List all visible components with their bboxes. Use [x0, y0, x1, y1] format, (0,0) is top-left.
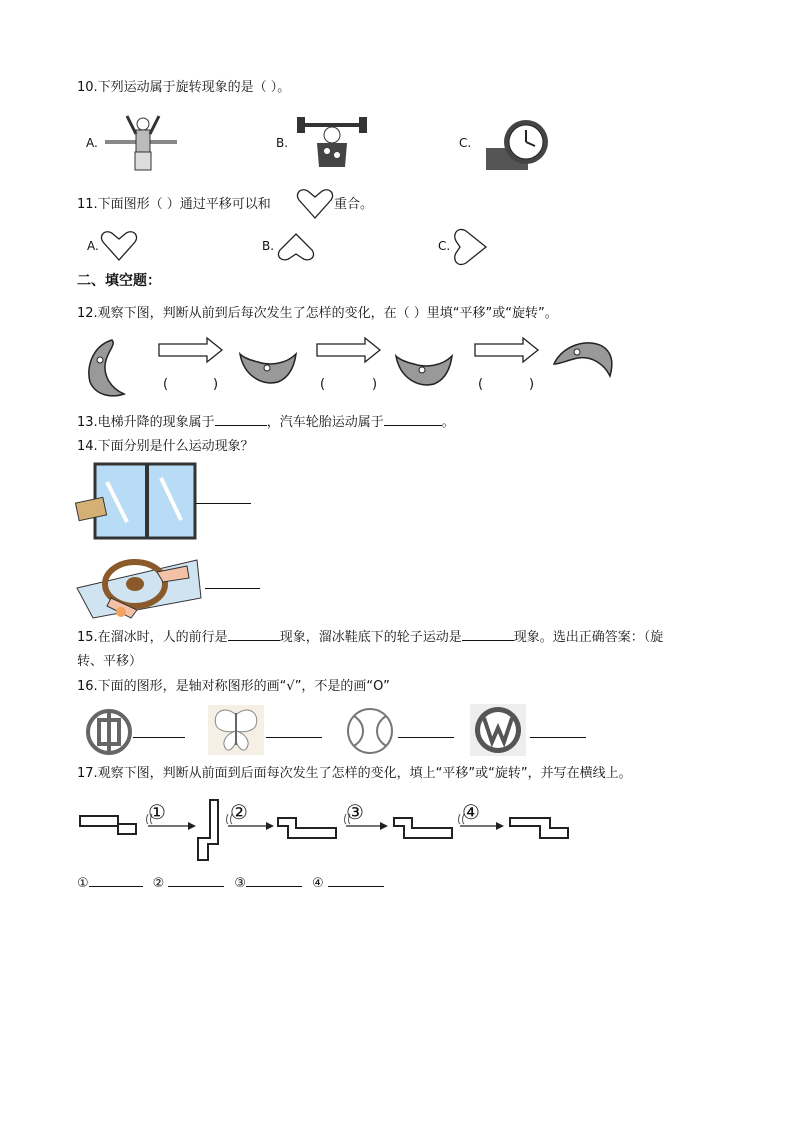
- q11-option-a-heart-icon: [100, 230, 138, 262]
- q17-answer-line: [77, 874, 384, 893]
- q10-image-weightlifter: [297, 115, 367, 170]
- volkswagen-logo-icon: [470, 704, 526, 756]
- q10-option-b-label[interactable]: B.: [276, 136, 289, 150]
- moon-icon: [554, 343, 612, 376]
- moon-icon: [240, 354, 296, 383]
- q16-text: 16.下面的图形，是轴对称图形的画“√”，不是的画“O”: [77, 679, 390, 694]
- q15-blank-1[interactable]: [228, 628, 280, 641]
- q11-option-c-label[interactable]: C.: [438, 239, 451, 253]
- q11-option-b-heart-icon: [276, 232, 316, 262]
- q10-option-a-label[interactable]: A.: [86, 136, 98, 150]
- q13-line: [77, 413, 455, 432]
- q17-answer-blank-4[interactable]: [328, 874, 384, 887]
- q12-paren-close-1: ): [213, 377, 219, 392]
- q17-circled-1: ①: [148, 800, 166, 824]
- q14-image-window: [77, 462, 197, 540]
- q16-blank-4[interactable]: [530, 737, 586, 738]
- q17-answer-blank-3[interactable]: [246, 874, 302, 887]
- arrow-icon: [475, 338, 538, 362]
- tennis-ball-icon: [344, 706, 396, 756]
- step-shape-icon: [278, 818, 336, 838]
- section-title: 二、填空题：: [77, 273, 161, 289]
- q13-blank-2[interactable]: [384, 413, 442, 426]
- q10-option-c-label[interactable]: C.: [459, 136, 472, 150]
- q11-text: 11.下面图形（ ）通过平移可以和: [77, 197, 271, 212]
- arrow-icon: [159, 338, 222, 362]
- q15-blank-2[interactable]: [462, 628, 514, 641]
- q17-answer-label-4: ④: [311, 876, 324, 891]
- q12-paren-close-2: ): [372, 377, 378, 392]
- q17-answer-label-3: ③: [234, 876, 246, 891]
- q10-image-clock: [486, 118, 554, 172]
- q10-image-gymnast: [105, 110, 177, 174]
- q13-text-c: 。: [441, 415, 455, 430]
- q17-answer-label-1: ①: [77, 876, 89, 891]
- q11-text-after: 重合。: [334, 197, 374, 212]
- q12-text: 12.观察下图，判断从前到后每次发生了怎样的变化，在（ ）里填“平移”或“旋转”。: [77, 306, 558, 321]
- step-shape-icon: [394, 818, 452, 838]
- q12-paren-open-2: (: [320, 377, 326, 392]
- q17-answer-label-2: ②: [152, 876, 165, 891]
- step-shape-icon: [80, 816, 136, 834]
- q17-circled-4: ④: [462, 800, 480, 824]
- step-shape-icon: [510, 818, 568, 838]
- q15-text-a: 15.在溜冰时，人的前行是: [77, 630, 228, 645]
- moon-icon: [396, 356, 452, 385]
- q13-text-a: 13.电梯升降的现象属于: [77, 415, 215, 430]
- q15-text-b: 现象，溜冰鞋底下的轮子运动是: [279, 630, 462, 645]
- q17-answer-blank-1[interactable]: [89, 874, 143, 887]
- q13-text-b: ，汽车轮胎运动属于: [266, 415, 384, 430]
- q16-blank-3[interactable]: [398, 737, 454, 738]
- q11-option-c-heart-icon: [452, 228, 488, 266]
- q14-image-steering-wheel: [77, 548, 203, 620]
- q17-answer-blank-2[interactable]: [168, 874, 224, 887]
- q17-circled-3: ③: [346, 800, 364, 824]
- q11-option-a-label[interactable]: A.: [87, 239, 99, 253]
- q13-blank-1[interactable]: [215, 413, 267, 426]
- q15-line2: 转、平移）: [77, 654, 143, 669]
- q15-line1: [77, 628, 663, 647]
- q12-paren-close-3: ): [529, 377, 535, 392]
- arrow-icon: [317, 338, 380, 362]
- q11-option-b-label[interactable]: B.: [262, 239, 275, 253]
- step-shape-icon: [198, 800, 218, 860]
- q14-text: 14.下面分别是什么运动现象？: [77, 439, 254, 454]
- q14-blank-1[interactable]: [196, 503, 251, 504]
- q14-blank-2[interactable]: [205, 588, 260, 589]
- q15-text-c: 现象。选出正确答案：（旋: [513, 630, 664, 645]
- q17-circled-2: ②: [230, 800, 248, 824]
- heart-icon: [296, 188, 334, 220]
- moon-icon: [89, 340, 124, 396]
- q17-text: 17.观察下图，判断从前面到后面每次发生了怎样的变化，填上“平移”或“旋转”，并写在横线上。: [77, 766, 632, 781]
- bank-logo-icon: [85, 708, 133, 756]
- butterfly-icon: [208, 705, 264, 755]
- q12-paren-open-3: (: [478, 377, 484, 392]
- q16-blank-1[interactable]: [133, 737, 185, 738]
- q10-text: 10.下列运动属于旋转现象的是（ ）。: [77, 80, 291, 95]
- q12-paren-open-1: (: [163, 377, 169, 392]
- q16-blank-2[interactable]: [266, 737, 322, 738]
